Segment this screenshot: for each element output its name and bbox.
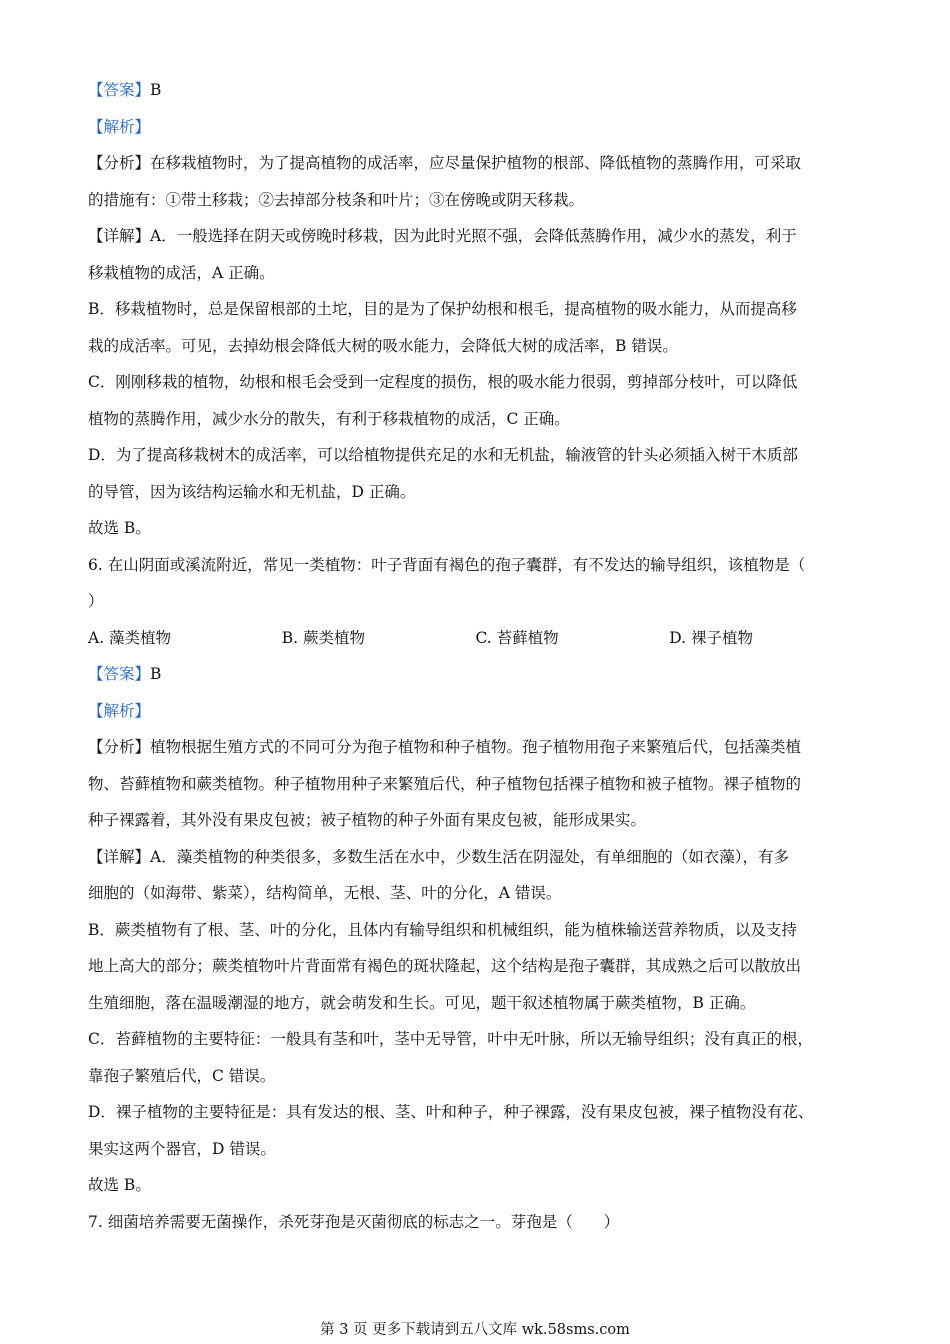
q6-xiangjie-d-line-1: D．裸子植物的主要特征是：具有发达的根、茎、叶和种子，种子裸露，没有果皮包被，裸子植物没有花、 bbox=[88, 1103, 814, 1121]
xiangjie-b-line-2: 栽的成活率。可见，去掉幼根会降低大树的吸水能力，会降低大树的成活率，B 错误。 bbox=[88, 336, 678, 355]
q6-xiangjie-tag: 【详解】 bbox=[88, 847, 151, 866]
question-6-options bbox=[88, 620, 863, 657]
q6-fenxi-line-3: 种子裸露着，其外没有果皮包被；被子植物的种子外面有果皮包被，能形成果实。 bbox=[88, 811, 647, 829]
xiangjie-d-line-2: 的导管，因为该结构运输水和无机盐，D 正确。 bbox=[88, 482, 416, 501]
fenxi-line-1 bbox=[88, 145, 863, 182]
answer-value: B bbox=[150, 81, 162, 99]
q6-fenxi-line-1 bbox=[88, 729, 863, 766]
document-page bbox=[88, 72, 863, 1240]
q6-answer-line bbox=[88, 656, 863, 693]
q6-answer-tag: 【答案】 bbox=[88, 665, 151, 683]
analysis-heading bbox=[88, 109, 863, 146]
option-a: A. 藻类植物 bbox=[88, 628, 172, 647]
q6-xiangjie-d-line-2: 果实这两个器官，D 错误。 bbox=[88, 1139, 276, 1158]
q6-xiangjie-b-line-2: 地上高大的部分；蕨类植物叶片背面常有褐色的斑状隆起，这个结构是孢子囊群，其成熟之后可以散放出 bbox=[88, 957, 802, 975]
q6-xiangjie-b-line-1: B．蕨类植物有了根、茎、叶的分化，且体内有输导组织和机械组织，能为植株输送营养物质，以及支持 bbox=[88, 920, 797, 939]
q6-xiangjie-a-text-1: A．藻类植物的种类很多，多数生活在水中，少数生活在阴湿处，有单细胞的（如衣藻），有多 bbox=[150, 847, 789, 866]
option-b: B. 蕨类植物 bbox=[281, 628, 365, 647]
option-d: D. 裸子植物 bbox=[669, 628, 753, 647]
xiangjie-b-line-1: B．移栽植物时，总是保留根部的土坨，目的是为了保护幼根和根毛，提高植物的吸水能力，从而提高移 bbox=[88, 300, 797, 318]
question-7-stem: 7. 细菌培养需要无菌操作，杀死芽孢是灭菌彻底的标志之一。芽孢是（ ） bbox=[88, 1212, 620, 1231]
q6-xiangjie-c-line-2: 靠孢子繁殖后代，C 错误。 bbox=[88, 1066, 276, 1085]
q6-xiangjie-b-line-3: 生殖细胞，落在温暖潮湿的地方，就会萌发和生长。可见，题干叙述植物属于蕨类植物，B 正确。 bbox=[88, 993, 756, 1012]
xiangjie-a-text-1: A．一般选择在阴天或傍晚时移栽，因为此时光照不强，会降低蒸腾作用，减少水的蒸发，利于 bbox=[150, 227, 797, 245]
question-6-stem-line-2: ） bbox=[88, 592, 104, 610]
q6-conclusion-line: 故选 B。 bbox=[88, 1176, 151, 1194]
answer-tag: 【答案】 bbox=[88, 81, 151, 99]
xiangjie-a-line-2: 移栽植物的成活，A 正确。 bbox=[88, 263, 275, 282]
xiangjie-d-line-1: D．为了提高移栽树木的成活率，可以给植物提供充足的水和无机盐，输液管的针头必须插入树干木质部 bbox=[88, 446, 798, 464]
xiangjie-tag: 【详解】 bbox=[88, 227, 151, 245]
q6-xiangjie-line-1 bbox=[88, 839, 863, 876]
option-c: C. 苔藓植物 bbox=[475, 628, 559, 647]
q6-answer-value: B bbox=[150, 665, 162, 683]
answer-line bbox=[88, 72, 863, 109]
q6-fenxi-tag: 【分析】 bbox=[88, 738, 151, 756]
q6-xiangjie-c-line-1: C．苔藓植物的主要特征：一般具有茎和叶，茎中无导管，叶中无叶脉，所以无输导组织；没有真正的根， bbox=[88, 1030, 813, 1048]
analysis-tag: 【解析】 bbox=[88, 117, 151, 136]
q6-fenxi-text-1: 植物根据生殖方式的不同可分为孢子植物和种子植物。孢子植物用孢子来繁殖后代，包括藻类植 bbox=[150, 738, 802, 756]
q6-analysis-heading bbox=[88, 693, 863, 730]
q6-fenxi-line-2: 物、苔藓植物和蕨类植物。种子植物用种子来繁殖后代，种子植物包括裸子植物和被子植物。裸子植物的 bbox=[88, 774, 802, 793]
q6-analysis-tag: 【解析】 bbox=[88, 701, 151, 720]
fenxi-text-1: 在移栽植物时，为了提高植物的成活率，应尽量保护植物的根部、降低植物的蒸腾作用，可采取 bbox=[150, 154, 802, 172]
q6-xiangjie-a-line-2: 细胞的（如海带、紫菜），结构简单，无根、茎、叶的分化，A 错误。 bbox=[88, 884, 562, 902]
fenxi-tag: 【分析】 bbox=[88, 154, 151, 172]
page-footer: 第 3 页 更多下载请到五八文库 wk.58sms.com bbox=[320, 1322, 630, 1338]
xiangjie-c-line-1: C．刚刚移栽的植物，幼根和根毛会受到一定程度的损伤，根的吸水能力很弱，剪掉部分枝叶，可以降低 bbox=[88, 373, 798, 391]
xiangjie-c-line-2: 植物的蒸腾作用，减少水分的散失，有利于移栽植物的成活，C 正确。 bbox=[88, 409, 570, 428]
conclusion-line: 故选 B。 bbox=[88, 519, 151, 537]
xiangjie-line-1 bbox=[88, 218, 863, 255]
fenxi-line-2: 的措施有：①带土移栽；②去掉部分枝条和叶片；③在傍晚或阴天移栽。 bbox=[88, 190, 585, 209]
question-6-stem-line-1: 6. 在山阴面或溪流附近，常见一类植物：叶子背面有褐色的孢子囊群，有不发达的输导组织，该植物是（ bbox=[88, 555, 806, 574]
